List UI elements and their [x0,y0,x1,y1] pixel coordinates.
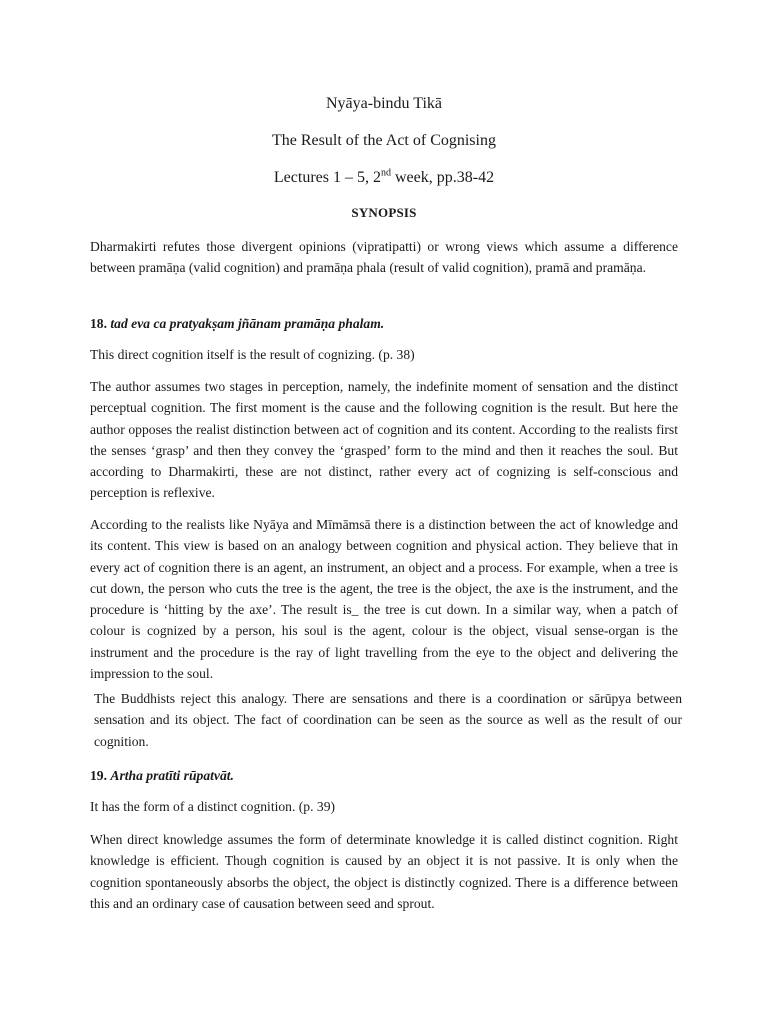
document-title: Nyāya-bindu Tikā [326,95,442,112]
document-subtitle: The Result of the Act of Cognising [272,132,496,149]
verse-18-heading [90,313,678,334]
lectures-line [90,168,678,188]
two-stages-paragraph: The author assumes two stages in perception, namely, the indefinite moment of sensation and the distinct perceptual cognition. The first moment is the cause and the following cognition is the result. But here the author opposes the realist distinction between act of cognition and its content. According to the realists first the senses ‘grasp’ and then they convey the ‘grasped’ form to the mind and then it reaches the soul. But according to Dharmakirti, these are not distinct, rather every act of cognizing is self-conscious and perception is reflexive. [90,379,678,501]
verse-19-heading [90,765,678,786]
synopsis-heading: SYNOPSIS [351,205,417,220]
direct-knowledge-paragraph: When direct knowledge assumes the form of determinate knowledge it is called distinct cognition. Right knowledge is efficient. Though cognition is caused by an object it is not passive. It is only when the cognition spontaneously absorbs the object, the object is distinctly cognized. There is a difference between this and an ordinary case of causation between seed and sprout. [90,832,678,911]
verse-19-number: 19. [90,768,107,783]
verse-18-sanskrit: tad eva ca pratyakṣam jñānam pramāṇa phalam. [110,316,385,331]
realists-paragraph: According to the realists like Nyāya and Mīmāmsā there is a distinction between the act of knowledge and its content. This view is based on an analogy between cognition and physical action. They believe that in every act of cognition there is an agent, an instrument, an object and a process. For example, when a tree is cut down, the person who cuts the tree is the agent, the tree is the object, the axe is the instrument, and the procedure is ‘hitting by the axe’. The result is_ the tree is cut down. In a similar way, when a patch of colour is cognized by a person, his soul is the agent, colour is the object, visual sense-organ is the instrument and the procedure is the ray of light travelling from the eye to the object and delivering the impression to the soul. [90,517,678,682]
lectures-prefix: Lectures 1 – 5, 2 [273,169,381,186]
intro-paragraph: Dharmakirti refutes those divergent opinions (vipratipatti) or wrong views which assume a difference between pramāṇa (valid cognition) and pramāṇa phala (result of valid cognition), pramā and pramāṇa. [90,239,678,276]
verse-19-sanskrit: Artha pratīti rūpatvāt. [110,768,234,783]
lectures-ordinal-suffix: nd [380,167,391,179]
verse-19-translation: It has the form of a distinct cognition. (p. 39) [90,799,336,814]
buddhists-paragraph: The Buddhists reject this analogy. There are sensations and there is a coordination or sārūpya between sensation and its object. The fact of coordination can be seen as the source as well as the result of our cognition. [94,691,682,749]
lectures-suffix: week, pp.38-42 [390,169,495,186]
verse-18-number: 18. [90,316,107,331]
verse-18-translation: This direct cognition itself is the result of cognizing. (p. 38) [90,347,415,362]
